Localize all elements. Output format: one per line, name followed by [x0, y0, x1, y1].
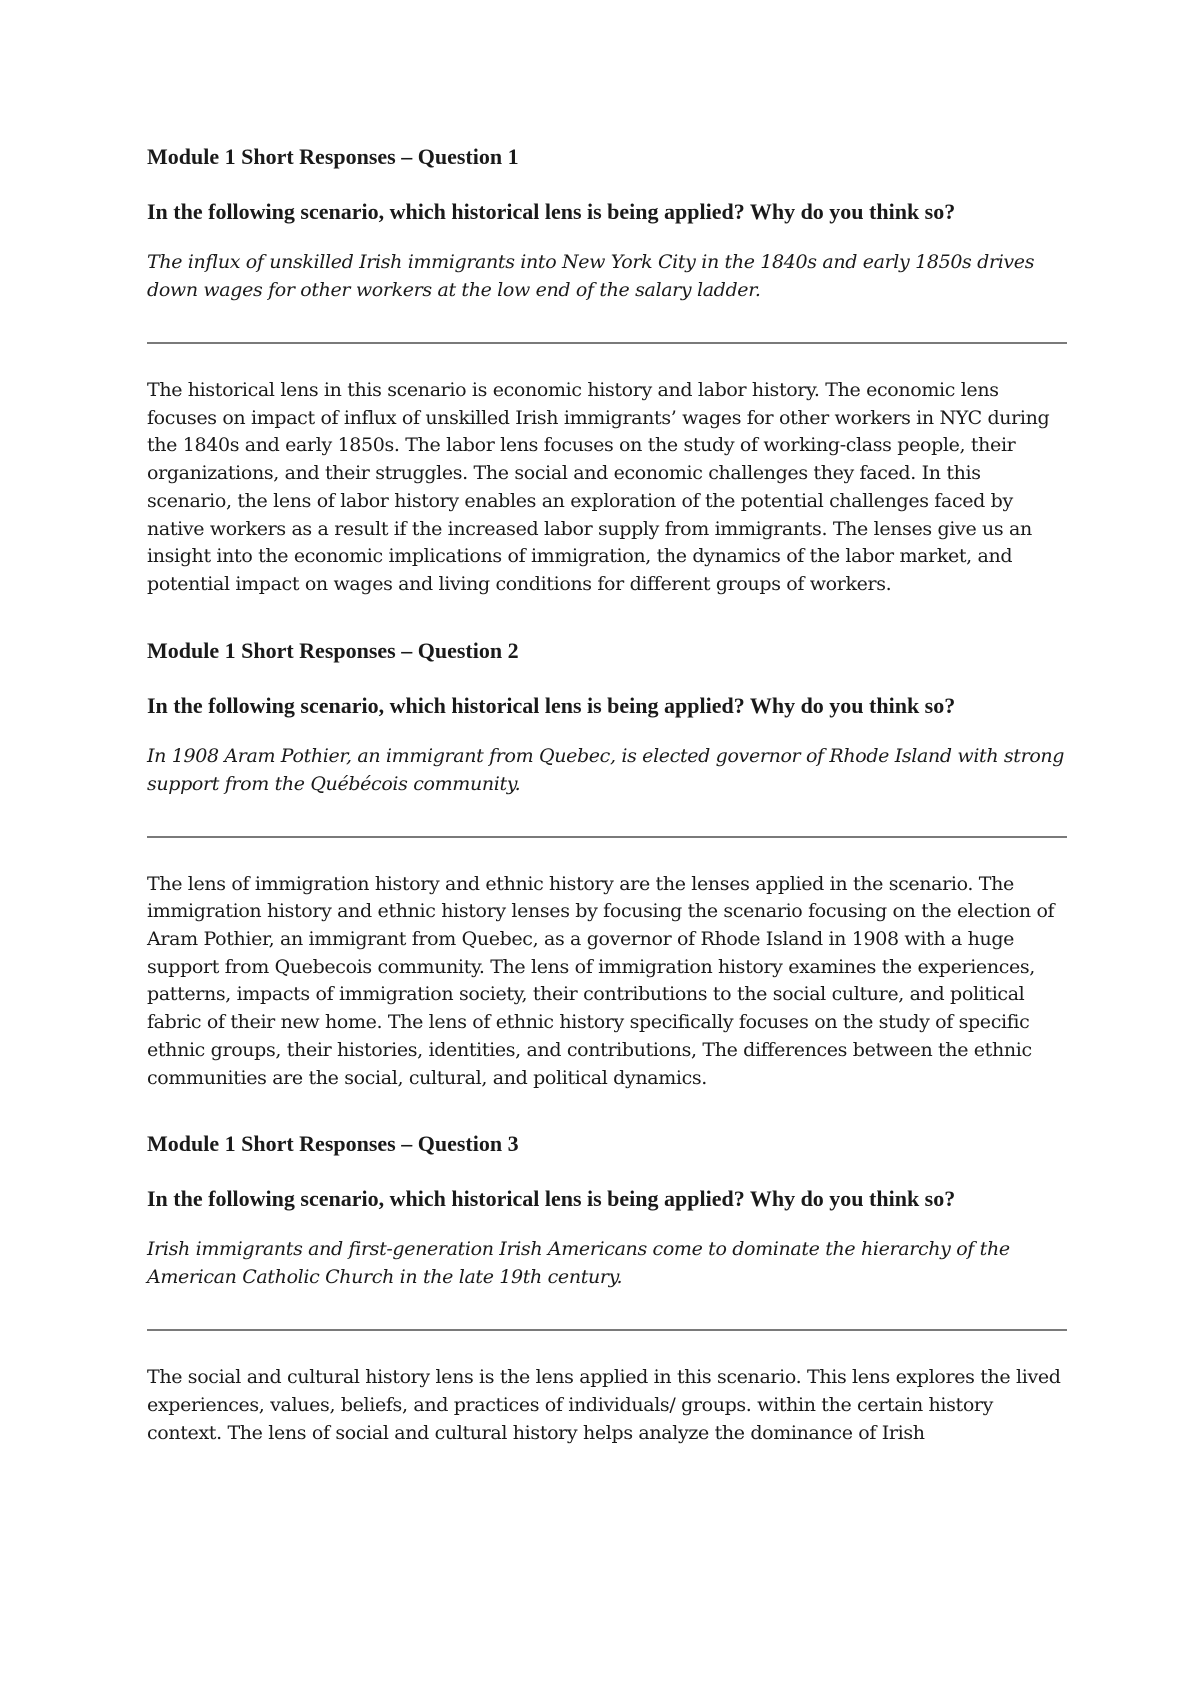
- question-3-answer: The social and cultural history lens is the lens applied in this scenario. This lens explores the lived experiences, values, beliefs, and practices of individuals/ groups. within the certain history context. The lens of social and cultural history helps analyze the dominance of Irish: [147, 1366, 1061, 1444]
- question-1-section: [147, 143, 1067, 599]
- question-2-scenario: In 1908 Aram Pothier, an immigrant from Quebec, is elected governor of Rhode Island with strong support from the Québécois community.: [147, 744, 1065, 795]
- question-3-title: Module 1 Short Responses – Question 3: [147, 1131, 519, 1157]
- question-2-title: Module 1 Short Responses – Question 2: [147, 637, 519, 663]
- question-2-divider: [147, 836, 1067, 838]
- question-3-section: [147, 1130, 1067, 1447]
- question-2-prompt: In the following scenario, which historical lens is being applied? Why do you think so?: [147, 692, 956, 718]
- question-3-prompt: In the following scenario, which historical lens is being applied? Why do you think so?: [147, 1186, 956, 1212]
- question-1-prompt: In the following scenario, which historical lens is being applied? Why do you think so?: [147, 199, 956, 224]
- question-2-section: [147, 637, 1067, 1093]
- question-1-answer: The historical lens in this scenario is economic history and labor history. The economic lens focuses on impact of influx of unskilled Irish immigrants’ wages for other workers in NYC during the 1840s and early 1850s. The labor lens focuses on the study of working-class people, their organizations, and their struggles. The social and economic challenges they faced. In this scenario, the lens of labor history enables an exploration of the potential challenges faced by native workers as a result if the increased labor supply from immigrants. The lenses give us an insight into the economic implications of immigration, the dynamics of the labor market, and potential impact on wages and living conditions for different groups of workers.: [147, 379, 1050, 595]
- question-1-divider: [147, 342, 1067, 344]
- document-page: [147, 143, 1067, 1447]
- question-1-title: Module 1 Short Responses – Question 1: [147, 144, 519, 169]
- question-2-answer: The lens of immigration history and ethnic history are the lenses applied in the scenario. The immigration history and ethnic history lenses by focusing the scenario focusing on the election of Aram Pothier, an immigrant from Quebec, as a governor of Rhode Island in 1908 with a huge support from Quebecois community. The lens of immigration history examines the experiences, patterns, impacts of immigration society, their contributions to the social culture, and political fabric of their new home. The lens of ethnic history specifically focuses on the study of specific ethnic groups, their histories, identities, and contributions, The differences between the ethnic communities are the social, cultural, and political dynamics.: [147, 872, 1055, 1089]
- question-1-scenario: The influx of unskilled Irish immigrants into New York City in the 1840s and early 1850s drives down wages for other workers at the low end of the salary ladder.: [147, 251, 1035, 301]
- question-3-divider: [147, 1329, 1067, 1331]
- question-3-scenario: Irish immigrants and first-generation Irish Americans come to dominate the hierarchy of the American Catholic Church in the late 19th century.: [147, 1238, 1010, 1289]
